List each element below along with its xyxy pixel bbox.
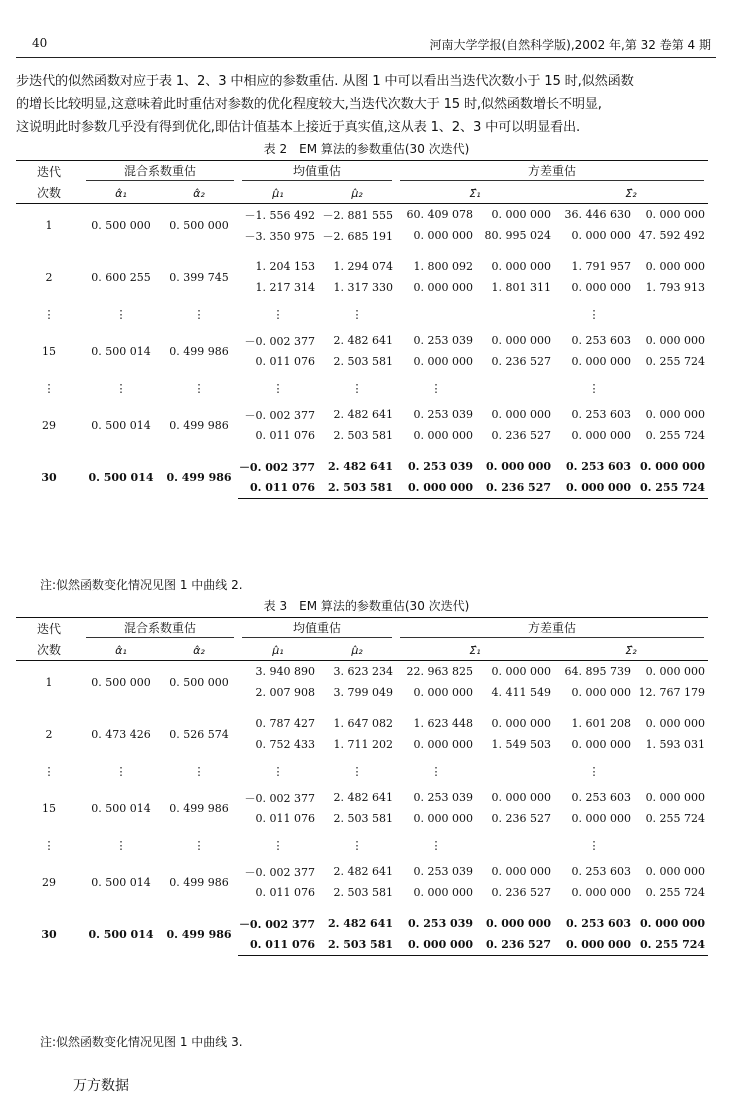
matrix-value: 0. 253 039 bbox=[413, 334, 474, 347]
vertical-ellipsis: ⋮ bbox=[43, 838, 55, 852]
spacer-row bbox=[16, 903, 708, 913]
column-header-s2 bbox=[554, 639, 708, 661]
matrix-value: 1. 294 074 bbox=[333, 260, 394, 273]
column-group-means bbox=[238, 618, 396, 640]
alpha2-value: 0. 499 986 bbox=[169, 418, 229, 432]
matrix-value: 0. 000 000 bbox=[485, 917, 552, 930]
table-2-note: 注:似然函数变化情况见图 1 中曲线 2. bbox=[40, 578, 243, 592]
matrix-value: 1. 593 031 bbox=[645, 738, 706, 751]
column-header-iteration-count: 次数 bbox=[16, 182, 82, 204]
matrix-value: 0. 000 000 bbox=[491, 208, 552, 221]
matrix-value: －2. 881 555 bbox=[322, 208, 394, 222]
matrix-value: 2. 482 641 bbox=[333, 408, 394, 421]
ellipsis-row bbox=[16, 755, 708, 787]
matrix-value: 0. 000 000 bbox=[571, 229, 632, 242]
symbol-mu1: μ̂₁ bbox=[272, 643, 284, 657]
matrix-value: 2. 482 641 bbox=[333, 865, 394, 878]
alpha1-value: 0. 473 426 bbox=[91, 727, 151, 741]
vertical-ellipsis: ⋮ bbox=[43, 764, 55, 778]
matrix-value: 1. 549 503 bbox=[491, 738, 552, 751]
matrix-value: 0. 236 527 bbox=[491, 429, 552, 442]
matrix-value: 0. 253 039 bbox=[407, 460, 474, 473]
column-group-variances bbox=[396, 161, 708, 183]
column-header-iteration-count: 次数 bbox=[16, 639, 82, 661]
group-label: 均值重估 bbox=[242, 619, 392, 638]
matrix-value: 0. 000 000 bbox=[413, 886, 474, 899]
empty-cell bbox=[476, 829, 554, 861]
alpha1-value: 0. 500 014 bbox=[91, 801, 151, 815]
matrix-value: 0. 000 000 bbox=[396, 934, 476, 956]
matrix-value: 0. 000 000 bbox=[571, 281, 632, 294]
vertical-ellipsis: ⋮ bbox=[351, 838, 363, 852]
matrix-value: 0. 253 603 bbox=[565, 917, 632, 930]
matrix-value: 80. 995 024 bbox=[484, 229, 552, 242]
empty-cell bbox=[476, 755, 554, 787]
matrix-value: 0. 253 603 bbox=[565, 460, 632, 473]
empty-cell bbox=[634, 372, 708, 404]
matrix-value: 0. 011 076 bbox=[255, 812, 316, 825]
matrix-value: 47. 592 492 bbox=[638, 229, 706, 242]
group-label: 混合系数重估 bbox=[86, 162, 234, 181]
iteration-number: 29 bbox=[42, 418, 56, 432]
matrix-value: 0. 255 724 bbox=[634, 934, 708, 956]
table-2-caption: 表 2 EM 算法的参数重估(30 次迭代) bbox=[263, 142, 470, 156]
iteration-number: 15 bbox=[42, 801, 56, 815]
matrix-value: 3. 799 049 bbox=[333, 686, 394, 699]
symbol-s2: Σ̂₂ bbox=[625, 643, 637, 657]
table-row bbox=[16, 787, 708, 808]
vertical-ellipsis: ⋮ bbox=[193, 307, 205, 321]
matrix-value: 0. 000 000 bbox=[639, 917, 706, 930]
matrix-value: 0. 255 724 bbox=[645, 355, 706, 368]
matrix-value: 0. 011 076 bbox=[255, 355, 316, 368]
spacer bbox=[16, 446, 708, 456]
matrix-value: 1. 317 330 bbox=[333, 281, 394, 294]
vertical-ellipsis: ⋮ bbox=[272, 764, 284, 778]
column-header-mu2 bbox=[318, 182, 396, 204]
matrix-value: 0. 000 000 bbox=[645, 408, 706, 421]
matrix-value: 0. 011 076 bbox=[255, 886, 316, 899]
spacer-row bbox=[16, 446, 708, 456]
ellipsis-row bbox=[16, 829, 708, 861]
matrix-value: 0. 255 724 bbox=[634, 477, 708, 499]
empty-cell bbox=[634, 755, 708, 787]
table-row bbox=[16, 204, 708, 226]
paragraph-line: 这说明此时参数几乎没有得到优化,即估计值基本上接近于真实值,这从表 1、2、3 中可以明显看出. bbox=[16, 120, 581, 135]
matrix-value: 0. 000 000 bbox=[571, 812, 632, 825]
matrix-value: 22. 963 825 bbox=[406, 665, 474, 678]
alpha1-value: 0. 500 000 bbox=[91, 218, 151, 232]
empty-cell bbox=[396, 298, 476, 330]
alpha1-value: 0. 500 014 bbox=[91, 344, 151, 358]
matrix-value: 2. 482 641 bbox=[327, 460, 394, 473]
table-row bbox=[16, 256, 708, 277]
column-group-mixing-coefficients bbox=[82, 161, 238, 183]
column-group-means bbox=[238, 161, 396, 183]
matrix-value: 0. 236 527 bbox=[491, 812, 552, 825]
running-header bbox=[0, 36, 733, 54]
empty-cell bbox=[634, 829, 708, 861]
column-header-s1 bbox=[396, 182, 554, 204]
empty-cell bbox=[634, 298, 708, 330]
matrix-value: －2. 685 191 bbox=[322, 229, 394, 243]
matrix-value: 0. 000 000 bbox=[645, 717, 706, 730]
matrix-value: 0. 253 039 bbox=[413, 865, 474, 878]
matrix-value: 0. 000 000 bbox=[491, 408, 552, 421]
matrix-value: 1. 204 153 bbox=[255, 260, 316, 273]
page-number: 40 bbox=[32, 36, 48, 50]
matrix-value: －0. 002 377 bbox=[238, 917, 316, 931]
matrix-value: 0. 000 000 bbox=[413, 281, 474, 294]
matrix-value: 0. 000 000 bbox=[571, 886, 632, 899]
matrix-value: 0. 253 603 bbox=[571, 791, 632, 804]
matrix-value: 0. 000 000 bbox=[639, 460, 706, 473]
vertical-ellipsis: ⋮ bbox=[588, 307, 600, 321]
matrix-value: 1. 793 913 bbox=[645, 281, 706, 294]
matrix-value: 0. 000 000 bbox=[396, 477, 476, 499]
matrix-value: 0. 000 000 bbox=[485, 460, 552, 473]
matrix-value: 0. 000 000 bbox=[554, 934, 634, 956]
spacer-row bbox=[16, 246, 708, 256]
group-label: 方差重估 bbox=[400, 619, 704, 638]
alpha2-value: 0. 499 986 bbox=[169, 801, 229, 815]
matrix-value: 1. 711 202 bbox=[333, 738, 394, 751]
matrix-value: 0. 000 000 bbox=[413, 686, 474, 699]
matrix-value: 0. 000 000 bbox=[491, 791, 552, 804]
spacer-row bbox=[16, 703, 708, 713]
matrix-value: 4. 411 549 bbox=[491, 686, 552, 699]
matrix-value: 0. 253 603 bbox=[571, 334, 632, 347]
matrix-value: 0. 000 000 bbox=[645, 260, 706, 273]
vertical-ellipsis: ⋮ bbox=[193, 764, 205, 778]
ellipsis-row bbox=[16, 372, 708, 404]
matrix-value: 0. 253 039 bbox=[407, 917, 474, 930]
matrix-value: －3. 350 975 bbox=[244, 229, 316, 243]
empty-cell bbox=[476, 298, 554, 330]
matrix-value: 0. 787 427 bbox=[255, 717, 316, 730]
vertical-ellipsis: ⋮ bbox=[351, 307, 363, 321]
symbol-a2: α̂₂ bbox=[193, 643, 205, 657]
iteration-number: 29 bbox=[42, 875, 56, 889]
vertical-ellipsis: ⋮ bbox=[272, 838, 284, 852]
alpha2-value: 0. 499 986 bbox=[166, 927, 232, 941]
paragraph-line: 的增长比较明显,这意味着此时重估对参数的优化程度较大,当迭代次数大于 15 时,似然函数增长不明显, bbox=[16, 97, 602, 112]
column-header-mu1 bbox=[238, 182, 318, 204]
symbol-s1: Σ̂₁ bbox=[469, 186, 481, 200]
matrix-value: －0. 002 377 bbox=[238, 460, 316, 474]
table-3-caption: 表 3 EM 算法的参数重估(30 次迭代) bbox=[263, 599, 470, 613]
matrix-value: 0. 000 000 bbox=[491, 260, 552, 273]
matrix-value: 0. 000 000 bbox=[491, 865, 552, 878]
matrix-value: 0. 000 000 bbox=[413, 812, 474, 825]
vertical-ellipsis: ⋮ bbox=[43, 381, 55, 395]
vertical-ellipsis: ⋮ bbox=[588, 381, 600, 395]
alpha1-value: 0. 500 014 bbox=[91, 875, 151, 889]
matrix-value: 0. 000 000 bbox=[413, 738, 474, 751]
column-header-iteration: 迭代 bbox=[16, 618, 82, 640]
matrix-value: －0. 002 377 bbox=[244, 865, 316, 879]
matrix-value: 0. 000 000 bbox=[645, 865, 706, 878]
matrix-value: 1. 800 092 bbox=[413, 260, 474, 273]
matrix-value: 2. 503 581 bbox=[333, 355, 394, 368]
matrix-value: 2. 503 581 bbox=[318, 934, 396, 956]
vertical-ellipsis: ⋮ bbox=[115, 307, 127, 321]
matrix-value: 0. 236 527 bbox=[491, 355, 552, 368]
table-2 bbox=[16, 160, 708, 499]
iteration-number: 2 bbox=[45, 270, 53, 284]
matrix-value: 1. 623 448 bbox=[413, 717, 474, 730]
matrix-value: 0. 000 000 bbox=[645, 791, 706, 804]
empty-cell bbox=[476, 372, 554, 404]
matrix-value: 0. 000 000 bbox=[571, 686, 632, 699]
alpha1-value: 0. 500 014 bbox=[88, 927, 154, 941]
matrix-value: 0. 011 076 bbox=[238, 934, 318, 956]
alpha1-value: 0. 600 255 bbox=[91, 270, 151, 284]
group-label: 均值重估 bbox=[242, 162, 392, 181]
symbol-a2: α̂₂ bbox=[193, 186, 205, 200]
alpha1-value: 0. 500 000 bbox=[91, 675, 151, 689]
matrix-value: －0. 002 377 bbox=[244, 791, 316, 805]
matrix-value: 1. 647 082 bbox=[333, 717, 394, 730]
column-header-a1 bbox=[82, 639, 160, 661]
column-header-s2 bbox=[554, 182, 708, 204]
matrix-value: 1. 791 957 bbox=[571, 260, 632, 273]
matrix-value: 64. 895 739 bbox=[564, 665, 632, 678]
vertical-ellipsis: ⋮ bbox=[430, 764, 442, 778]
matrix-value: 0. 000 000 bbox=[645, 665, 706, 678]
spacer bbox=[16, 703, 708, 713]
matrix-value: 0. 000 000 bbox=[413, 429, 474, 442]
matrix-value: －0. 002 377 bbox=[244, 334, 316, 348]
symbol-s1: Σ̂₁ bbox=[469, 643, 481, 657]
matrix-value: 0. 253 039 bbox=[413, 791, 474, 804]
matrix-value: 0. 000 000 bbox=[491, 334, 552, 347]
matrix-value: 0. 255 724 bbox=[645, 886, 706, 899]
matrix-value: 1. 801 311 bbox=[491, 281, 552, 294]
symbol-mu2: μ̂₂ bbox=[351, 186, 363, 200]
alpha1-value: 0. 500 014 bbox=[91, 418, 151, 432]
column-header-iteration: 迭代 bbox=[16, 161, 82, 183]
column-header-a1 bbox=[82, 182, 160, 204]
alpha2-value: 0. 500 000 bbox=[169, 218, 229, 232]
matrix-value: 0. 000 000 bbox=[491, 665, 552, 678]
matrix-value: 2. 503 581 bbox=[333, 429, 394, 442]
matrix-value: 0. 236 527 bbox=[476, 934, 554, 956]
iteration-number: 15 bbox=[42, 344, 56, 358]
matrix-value: 0. 236 527 bbox=[476, 477, 554, 499]
matrix-value: 0. 255 724 bbox=[645, 812, 706, 825]
matrix-value: 3. 940 890 bbox=[255, 665, 316, 678]
vertical-ellipsis: ⋮ bbox=[115, 838, 127, 852]
column-group-variances bbox=[396, 618, 708, 640]
vertical-ellipsis: ⋮ bbox=[193, 838, 205, 852]
vertical-ellipsis: ⋮ bbox=[588, 838, 600, 852]
matrix-value: 0. 253 603 bbox=[571, 865, 632, 878]
alpha2-value: 0. 499 986 bbox=[169, 875, 229, 889]
table-3-note: 注:似然函数变化情况见图 1 中曲线 3. bbox=[40, 1035, 243, 1049]
matrix-value: 60. 409 078 bbox=[406, 208, 474, 221]
vertical-ellipsis: ⋮ bbox=[588, 764, 600, 778]
matrix-value: 2. 503 581 bbox=[333, 812, 394, 825]
column-group-mixing-coefficients bbox=[82, 618, 238, 640]
symbol-a1: α̂₁ bbox=[115, 186, 127, 200]
vertical-ellipsis: ⋮ bbox=[115, 764, 127, 778]
symbol-s2: Σ̂₂ bbox=[625, 186, 637, 200]
table-3 bbox=[16, 617, 708, 956]
vertical-ellipsis: ⋮ bbox=[193, 381, 205, 395]
table-row bbox=[16, 861, 708, 882]
matrix-value: 2. 503 581 bbox=[333, 886, 394, 899]
table-row bbox=[16, 404, 708, 425]
group-label: 混合系数重估 bbox=[86, 619, 234, 638]
paragraph-line: 步迭代的似然函数对应于表 1、2、3 中相应的参数重估. 从图 1 中可以看出当迭代次数小于 15 时,似然函数 bbox=[16, 74, 634, 89]
column-header-mu1 bbox=[238, 639, 318, 661]
matrix-value: 2. 503 581 bbox=[318, 477, 396, 499]
alpha2-value: 0. 499 986 bbox=[169, 344, 229, 358]
iteration-number: 1 bbox=[45, 218, 53, 232]
matrix-value: 0. 000 000 bbox=[571, 738, 632, 751]
matrix-value: 0. 236 527 bbox=[491, 886, 552, 899]
matrix-value: 0. 011 076 bbox=[238, 477, 318, 499]
vertical-ellipsis: ⋮ bbox=[351, 764, 363, 778]
matrix-value: 0. 253 603 bbox=[571, 408, 632, 421]
matrix-value: 0. 000 000 bbox=[554, 477, 634, 499]
table-row bbox=[16, 661, 708, 683]
spacer bbox=[16, 246, 708, 256]
table-row bbox=[16, 913, 708, 934]
matrix-value: 36. 446 630 bbox=[564, 208, 632, 221]
vertical-ellipsis: ⋮ bbox=[115, 381, 127, 395]
matrix-value: 0. 000 000 bbox=[413, 355, 474, 368]
matrix-value: 0. 752 433 bbox=[255, 738, 316, 751]
iteration-number: 1 bbox=[45, 675, 53, 689]
matrix-value: －1. 556 492 bbox=[244, 208, 316, 222]
vertical-ellipsis: ⋮ bbox=[43, 307, 55, 321]
alpha2-value: 0. 526 574 bbox=[169, 727, 229, 741]
matrix-value: 1. 601 208 bbox=[571, 717, 632, 730]
matrix-value: 2. 482 641 bbox=[333, 791, 394, 804]
symbol-mu2: μ̂₂ bbox=[351, 643, 363, 657]
matrix-value: 0. 000 000 bbox=[491, 717, 552, 730]
alpha1-value: 0. 500 014 bbox=[88, 470, 154, 484]
iteration-number: 30 bbox=[41, 470, 57, 484]
header-rule bbox=[16, 57, 716, 58]
matrix-value: 2. 482 641 bbox=[327, 917, 394, 930]
matrix-value: 0. 000 000 bbox=[571, 429, 632, 442]
matrix-value: 0. 011 076 bbox=[255, 429, 316, 442]
body-paragraph bbox=[16, 70, 718, 139]
table-row bbox=[16, 330, 708, 351]
vertical-ellipsis: ⋮ bbox=[430, 838, 442, 852]
column-header-a2 bbox=[160, 182, 238, 204]
matrix-value: 0. 253 039 bbox=[413, 408, 474, 421]
matrix-value: 2. 007 908 bbox=[255, 686, 316, 699]
matrix-value: 0. 000 000 bbox=[571, 355, 632, 368]
symbol-mu1: μ̂₁ bbox=[272, 186, 284, 200]
footer-watermark-text: 万方数据 bbox=[73, 1078, 129, 1094]
alpha2-value: 0. 500 000 bbox=[169, 675, 229, 689]
column-header-mu2 bbox=[318, 639, 396, 661]
matrix-value: 0. 000 000 bbox=[413, 229, 474, 242]
vertical-ellipsis: ⋮ bbox=[272, 381, 284, 395]
matrix-value: 0. 255 724 bbox=[645, 429, 706, 442]
matrix-value: 3. 623 234 bbox=[333, 665, 394, 678]
iteration-number: 2 bbox=[45, 727, 53, 741]
vertical-ellipsis: ⋮ bbox=[430, 381, 442, 395]
matrix-value: 0. 000 000 bbox=[645, 208, 706, 221]
journal-title: 河南大学学报(自然科学版),2002 年,第 32 卷第 4 期 bbox=[429, 38, 711, 52]
spacer bbox=[16, 903, 708, 913]
vertical-ellipsis: ⋮ bbox=[272, 307, 284, 321]
ellipsis-row bbox=[16, 298, 708, 330]
matrix-value: 2. 482 641 bbox=[333, 334, 394, 347]
matrix-value: 0. 000 000 bbox=[645, 334, 706, 347]
group-label: 方差重估 bbox=[400, 162, 704, 181]
vertical-ellipsis: ⋮ bbox=[351, 381, 363, 395]
column-header-a2 bbox=[160, 639, 238, 661]
table-row bbox=[16, 713, 708, 734]
alpha2-value: 0. 499 986 bbox=[166, 470, 232, 484]
symbol-a1: α̂₁ bbox=[115, 643, 127, 657]
table-row bbox=[16, 456, 708, 477]
matrix-value: －0. 002 377 bbox=[244, 408, 316, 422]
matrix-value: 12. 767 179 bbox=[638, 686, 706, 699]
iteration-number: 30 bbox=[41, 927, 57, 941]
matrix-value: 1. 217 314 bbox=[255, 281, 316, 294]
column-header-s1 bbox=[396, 639, 554, 661]
alpha2-value: 0. 399 745 bbox=[169, 270, 229, 284]
